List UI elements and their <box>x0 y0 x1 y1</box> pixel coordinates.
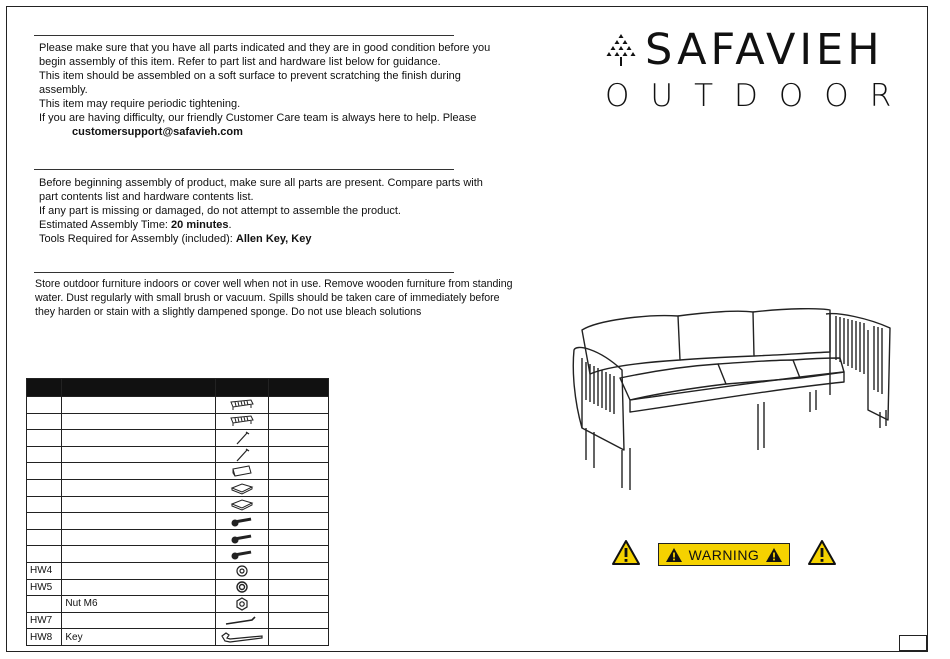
intro-section <box>39 41 490 139</box>
care-line: water. Dust regularly with small brush or vacuum. Spills should be taken care of immediately before <box>35 292 500 304</box>
part-name <box>62 397 216 414</box>
part-name <box>62 612 216 629</box>
intro-line: This item may require periodic tightening. <box>39 98 241 110</box>
table-row <box>27 463 329 480</box>
part-id <box>27 463 62 480</box>
part-id <box>27 446 62 463</box>
table-row <box>27 612 329 629</box>
table-row <box>27 529 329 546</box>
part-image <box>215 596 269 613</box>
table-row <box>27 629 329 646</box>
table-row <box>27 479 329 496</box>
nut-icon <box>216 597 269 611</box>
part-id: HW5 <box>27 579 62 596</box>
tools-required <box>39 232 483 246</box>
table-row <box>27 546 329 563</box>
washer-icon <box>216 564 269 578</box>
bolt-icon <box>216 531 269 545</box>
part-qty <box>269 446 329 463</box>
part-image <box>215 579 269 596</box>
table-row <box>27 513 329 530</box>
assembly-line: If any part is missing or damaged, do not attempt to assemble the product. <box>39 205 401 217</box>
part-name: Key <box>62 629 216 646</box>
support-email[interactable]: customersupport@safavieh.com <box>72 126 243 138</box>
lock-washer-icon <box>216 580 269 594</box>
part-image <box>215 446 269 463</box>
part-name <box>62 579 216 596</box>
part-id <box>27 529 62 546</box>
sofa-illustration <box>568 300 898 495</box>
table-row <box>27 496 329 513</box>
assembly-time-suffix: . <box>228 219 232 231</box>
part-name <box>62 446 216 463</box>
assembly-line: Before beginning assembly of product, make sure all parts are present. Compare parts with <box>39 177 483 189</box>
tools-value: Allen Key, Key <box>235 233 312 245</box>
assembly-time-value: 20 minutes <box>171 219 229 231</box>
part-qty <box>269 629 329 646</box>
part-image <box>215 612 269 629</box>
table-row <box>27 413 329 430</box>
intro-line: assembly. <box>39 84 88 96</box>
table-row <box>27 596 329 613</box>
part-id <box>27 397 62 414</box>
part-image <box>215 413 269 430</box>
part-id: HW4 <box>27 562 62 579</box>
arm-panel-icon <box>216 398 269 412</box>
part-id <box>27 413 62 430</box>
header-cell <box>27 379 62 397</box>
bolt-icon <box>216 514 269 528</box>
part-image <box>215 562 269 579</box>
part-id <box>27 479 62 496</box>
part-qty <box>269 612 329 629</box>
parts-table-header <box>27 379 329 397</box>
care-line: they harden or stain with a slightly dampened sponge. Do not use bleach solutions <box>35 306 422 318</box>
part-image <box>215 430 269 447</box>
assembly-time <box>39 218 483 232</box>
care-line: Store outdoor furniture indoors or cover well when not in use. Remove wooden furniture from standing <box>35 278 513 290</box>
part-qty <box>269 579 329 596</box>
part-qty <box>269 479 329 496</box>
part-image <box>215 546 269 563</box>
part-name <box>62 463 216 480</box>
arm-panel-icon <box>216 414 269 428</box>
part-qty <box>269 562 329 579</box>
assembly-line: part contents list and hardware contents list. <box>39 191 254 203</box>
part-name <box>62 496 216 513</box>
part-id <box>27 513 62 530</box>
part-id <box>27 546 62 563</box>
part-name <box>62 413 216 430</box>
caution-triangle-icon <box>765 547 783 563</box>
part-image <box>215 513 269 530</box>
caution-triangle-icon <box>611 539 641 566</box>
back-cushion-icon <box>216 464 269 478</box>
warning-label: WARNING <box>688 546 760 563</box>
leg-icon <box>216 448 269 462</box>
part-image <box>215 397 269 414</box>
part-image <box>215 463 269 480</box>
part-id <box>27 430 62 447</box>
part-id: HW8 <box>27 629 62 646</box>
wrench-icon <box>216 630 269 644</box>
page-number-box <box>899 635 927 651</box>
intro-line: Please make sure that you have all parts indicated and they are in good condition before you <box>39 42 491 54</box>
part-qty <box>269 596 329 613</box>
caution-triangle-icon <box>665 547 683 563</box>
part-qty <box>269 397 329 414</box>
part-image <box>215 629 269 646</box>
part-name <box>62 479 216 496</box>
table-row <box>27 446 329 463</box>
tree-logo-icon <box>605 32 637 68</box>
intro-line: begin assembly of this item. Refer to part list and hardware list below for guidance. <box>39 56 441 68</box>
parts-table <box>26 378 329 646</box>
part-image <box>215 479 269 496</box>
part-qty <box>269 546 329 563</box>
tools-label: Tools Required for Assembly (included): <box>39 233 236 245</box>
seat-cushion-icon <box>216 497 269 511</box>
header-cell <box>215 379 269 397</box>
warning-banner <box>658 543 790 566</box>
part-qty <box>269 496 329 513</box>
caution-triangle-icon <box>807 539 837 566</box>
brand-name: SAFAVIEH <box>645 25 884 75</box>
brand-logo <box>605 25 913 114</box>
table-row <box>27 397 329 414</box>
section-rule <box>34 272 454 273</box>
header-cell <box>269 379 329 397</box>
intro-line: If you are having difficulty, our friendly Customer Care team is always here to help. Please <box>39 112 477 124</box>
part-id <box>27 496 62 513</box>
table-row <box>27 430 329 447</box>
part-qty <box>269 430 329 447</box>
intro-line: This item should be assembled on a soft surface to prevent scratching the finish during <box>39 70 461 82</box>
bolt-icon <box>216 547 269 561</box>
header-cell <box>62 379 216 397</box>
section-rule <box>34 35 454 36</box>
part-name <box>62 546 216 563</box>
assembly-section <box>39 176 483 246</box>
part-id: HW7 <box>27 612 62 629</box>
part-qty <box>269 529 329 546</box>
part-name <box>62 513 216 530</box>
part-name <box>62 562 216 579</box>
part-qty <box>269 413 329 430</box>
part-id <box>27 596 62 613</box>
part-qty <box>269 463 329 480</box>
part-image <box>215 529 269 546</box>
assembly-time-label: Estimated Assembly Time: <box>39 219 172 231</box>
part-name: Nut M6 <box>62 596 216 613</box>
table-row <box>27 562 329 579</box>
table-row <box>27 579 329 596</box>
part-image <box>215 496 269 513</box>
part-qty <box>269 513 329 530</box>
seat-cushion-icon <box>216 481 269 495</box>
brand-subline: OUTDOOR <box>605 78 913 114</box>
part-name <box>62 430 216 447</box>
section-rule <box>34 169 454 170</box>
allen-key-icon <box>216 614 269 628</box>
care-section <box>35 277 555 319</box>
part-name <box>62 529 216 546</box>
leg-icon <box>216 431 269 445</box>
